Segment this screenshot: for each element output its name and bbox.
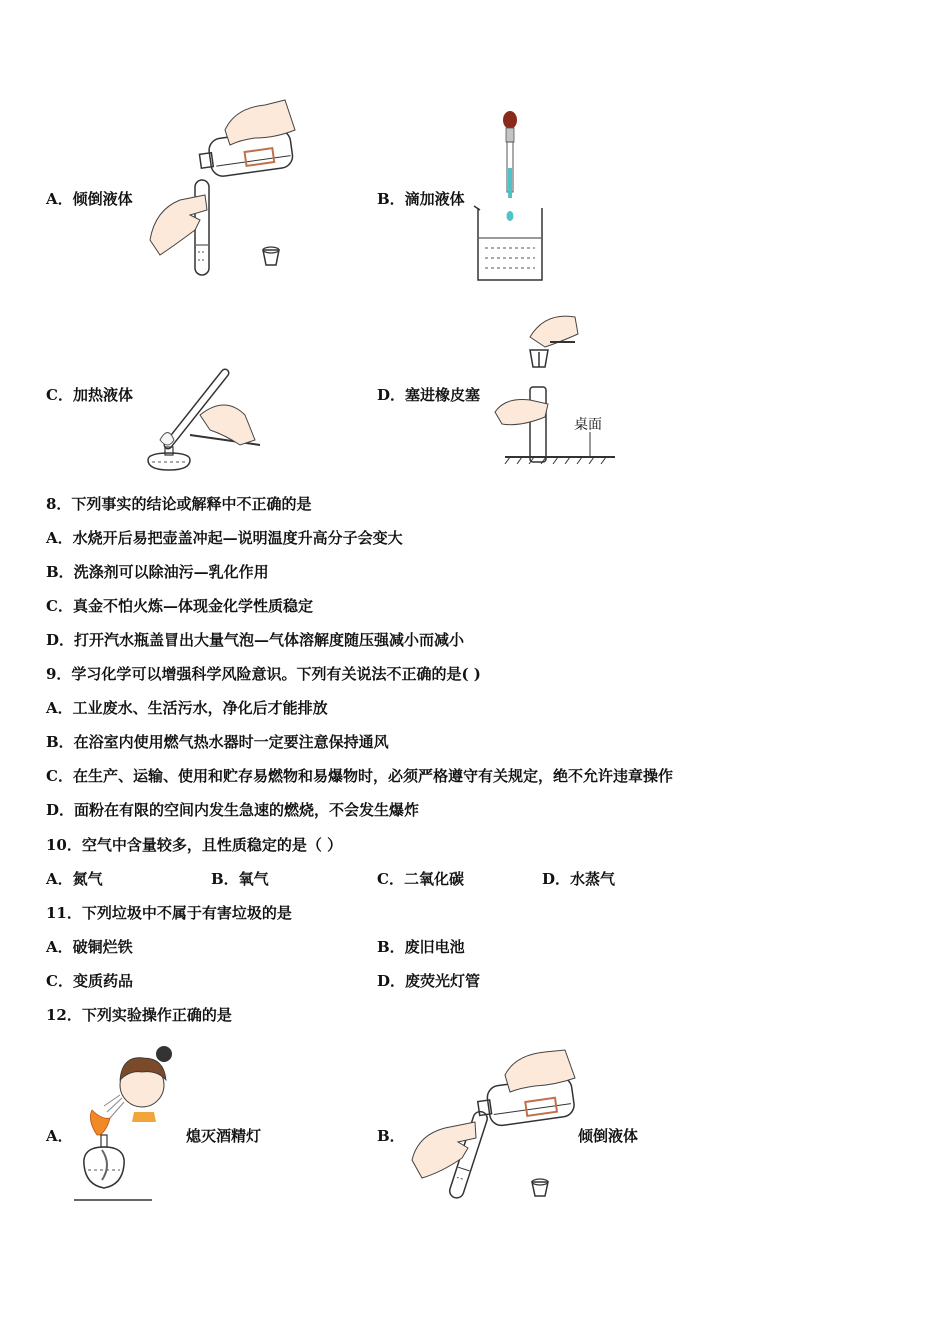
q11-stem: 11．下列垃圾中不属于有害垃圾的是 bbox=[46, 904, 292, 922]
insert-stopper-figure bbox=[490, 312, 625, 471]
heat-liquid-figure bbox=[140, 365, 270, 479]
q12-option-b-letter: B． bbox=[377, 1127, 405, 1145]
q10-stem: 10．空气中含量较多，且性质稳定的是（ ） bbox=[46, 836, 343, 854]
q9-option-c: C．在生产、运输、使用和贮存易燃物和易爆物时，必须严格遵守有关规定，绝不允许违章操作 bbox=[46, 767, 673, 785]
q7-option-c-label: C．加热液体 bbox=[46, 386, 133, 404]
q10-option-a: A．氮气 bbox=[46, 870, 103, 888]
q8-option-b: B．洗涤剂可以除油污—乳化作用 bbox=[46, 563, 269, 581]
q8-option-c: C．真金不怕火炼—体现金化学性质稳定 bbox=[46, 597, 313, 615]
q8-option-a: A．水烧开后易把壶盖冲起—说明温度升高分子会变大 bbox=[46, 529, 403, 547]
q10-option-b: B．氧气 bbox=[211, 870, 269, 888]
q11-option-d: D．废荧光灯管 bbox=[377, 972, 481, 990]
q10-option-d: D．水蒸气 bbox=[542, 870, 616, 888]
q11-option-a: A．破铜烂铁 bbox=[46, 938, 133, 956]
q11-option-c: C．变质药品 bbox=[46, 972, 133, 990]
q11-option-b: B．废旧电池 bbox=[377, 938, 465, 956]
q9-stem: 9．学习化学可以增强科学风险意识。下列有关说法不正确的是( ) bbox=[46, 665, 481, 683]
q9-option-b: B．在浴室内使用燃气热水器时一定要注意保持通风 bbox=[46, 733, 389, 751]
q8-stem: 8．下列事实的结论或解释中不正确的是 bbox=[46, 495, 312, 513]
drip-liquid-figure bbox=[470, 108, 560, 287]
q12-option-a-letter: A． bbox=[46, 1127, 73, 1145]
pour-liquid-figure bbox=[145, 100, 305, 284]
q12-stem: 12．下列实验操作正确的是 bbox=[46, 1006, 232, 1024]
q12-option-a-caption: 熄灭酒精灯 bbox=[186, 1127, 262, 1145]
q8-option-d: D．打开汽水瓶盖冒出大量气泡—气体溶解度随压强减小而减小 bbox=[46, 631, 465, 649]
q7-option-b-label: B．滴加液体 bbox=[377, 190, 465, 208]
extinguish-lamp-figure bbox=[72, 1040, 187, 1209]
q7-option-a-label: A．倾倒液体 bbox=[46, 190, 133, 208]
desk-annotation: 桌面 bbox=[574, 417, 602, 433]
q9-option-a: A．工业废水、生活污水，净化后才能排放 bbox=[46, 699, 328, 717]
q9-option-d: D．面粉在有限的空间内发生急速的燃烧，不会发生爆炸 bbox=[46, 801, 420, 819]
pour-liquid-figure-2 bbox=[410, 1050, 580, 1209]
q10-option-c: C．二氧化碳 bbox=[377, 870, 464, 888]
q7-option-d-label: D．塞进橡皮塞 bbox=[377, 386, 481, 404]
q12-option-b-caption: 倾倒液体 bbox=[578, 1127, 639, 1145]
